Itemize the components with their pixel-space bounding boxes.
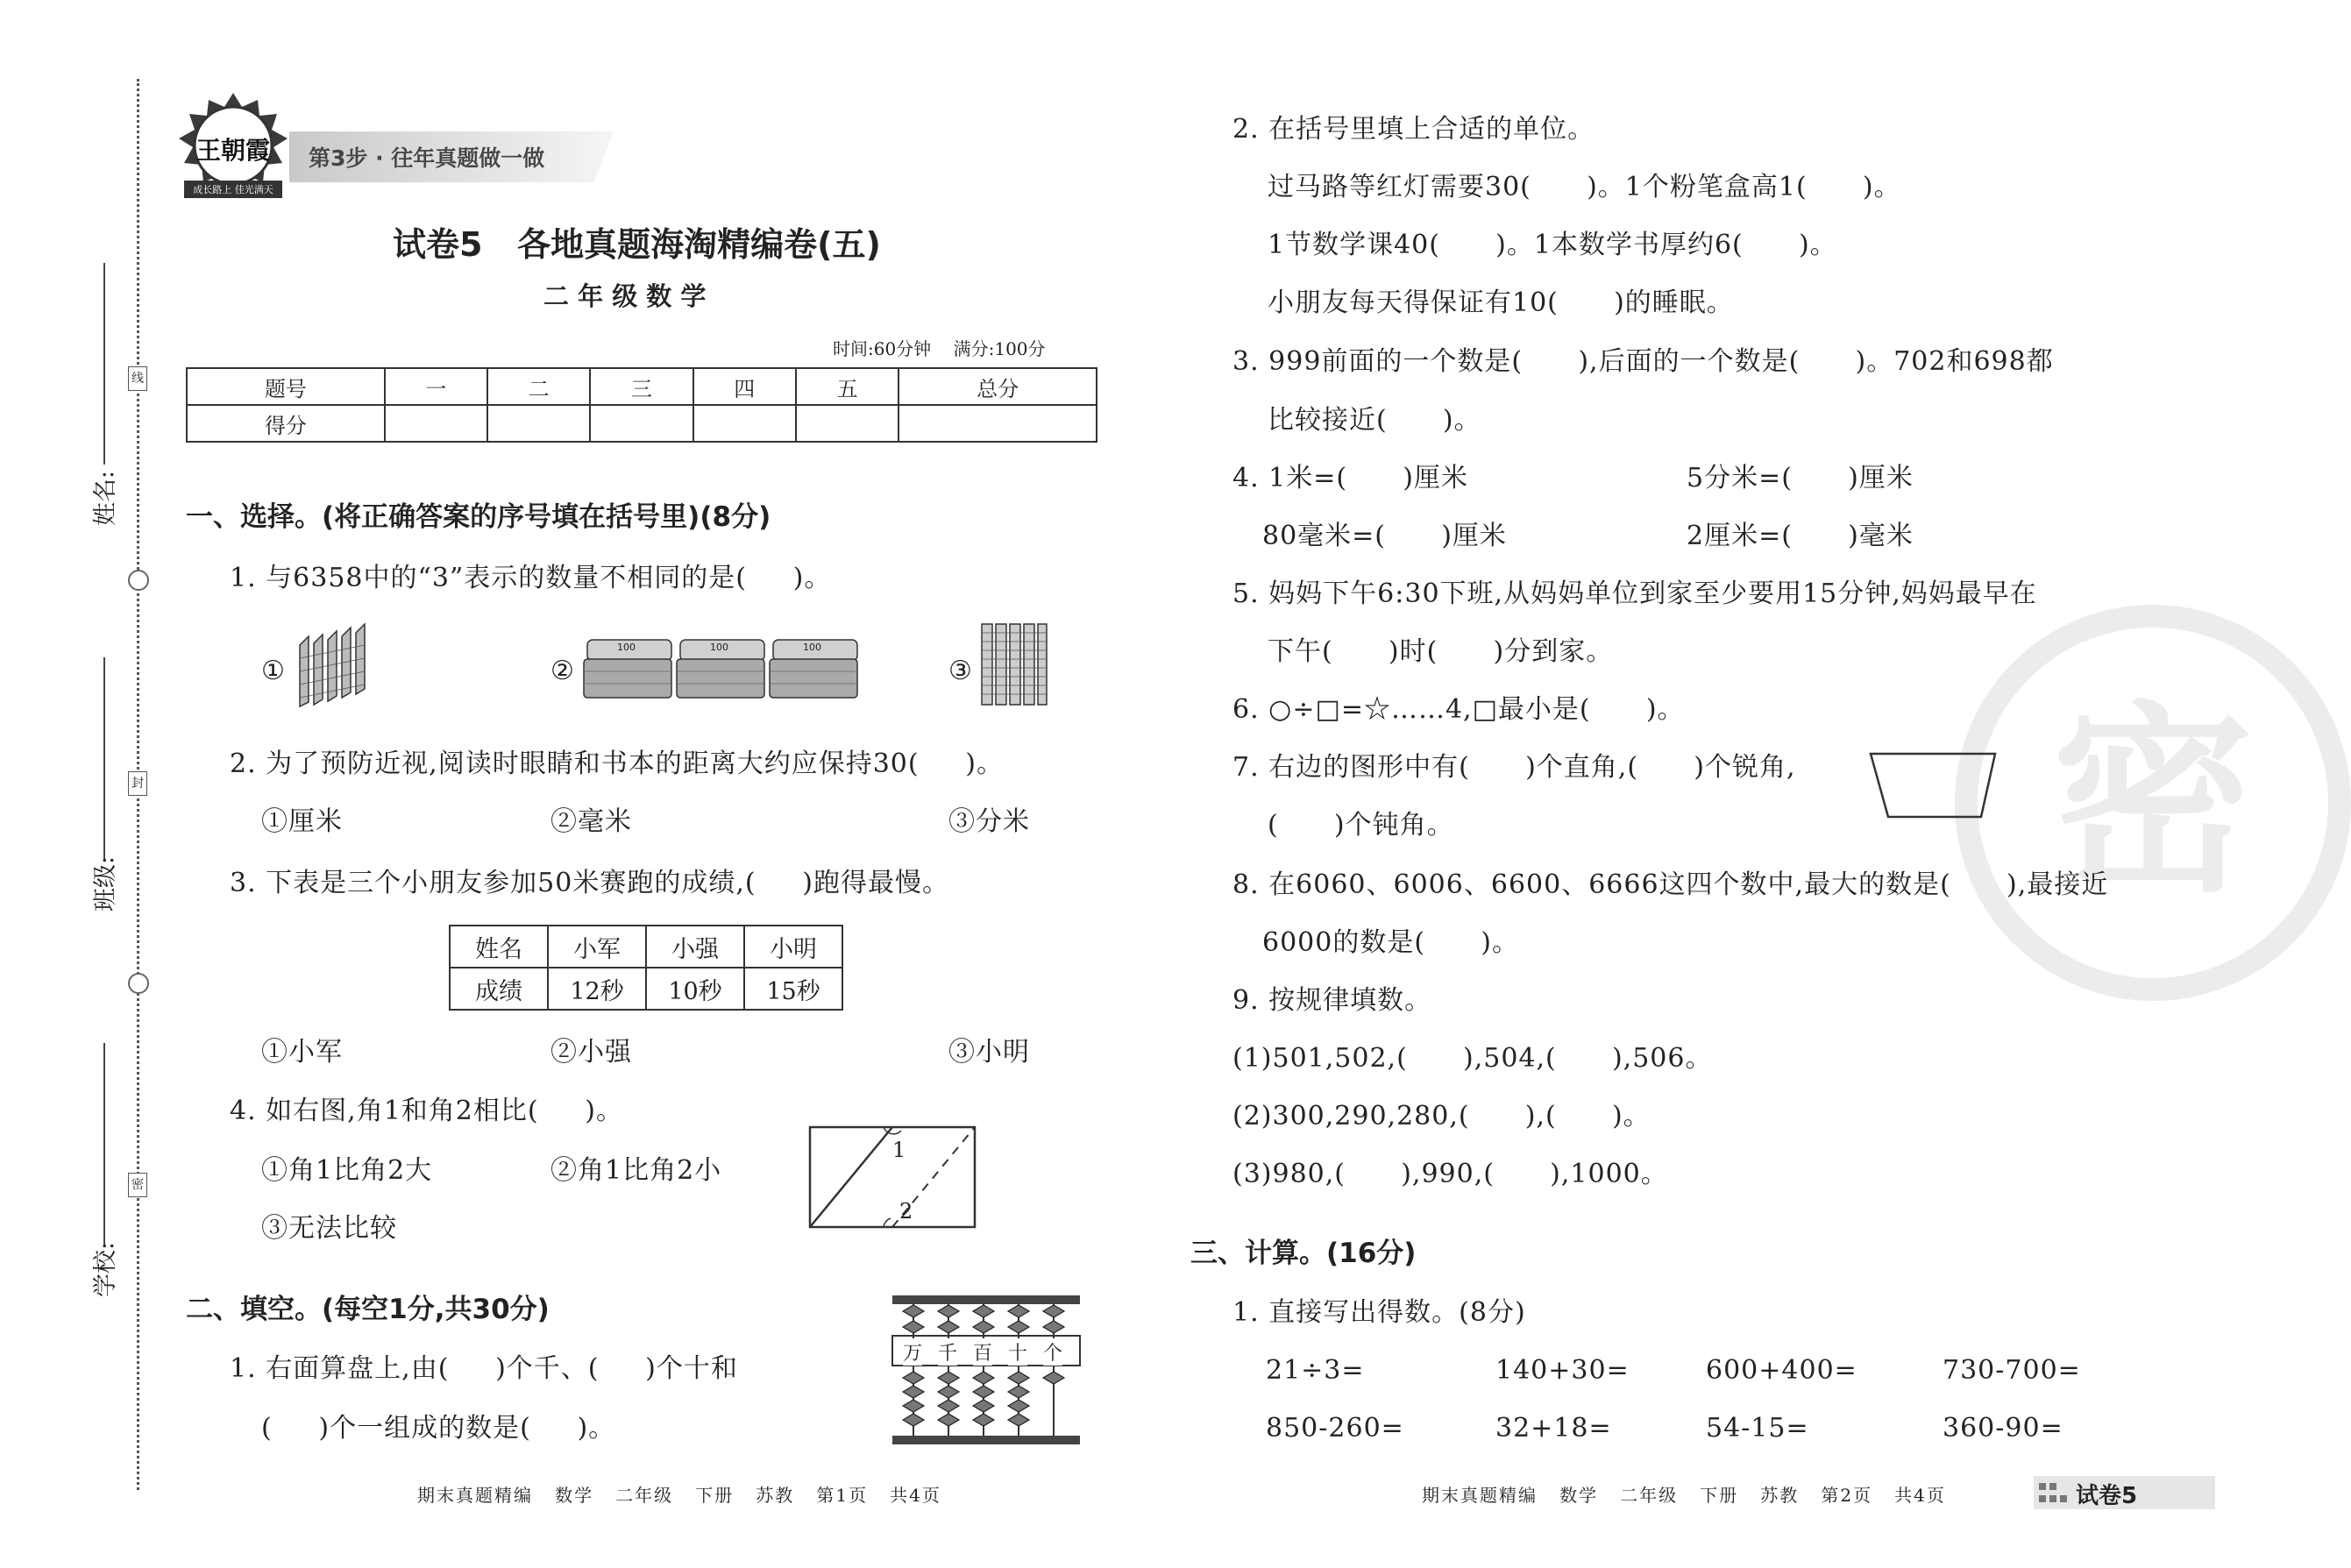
seal-word-feng: 封 (128, 771, 147, 796)
table-cell: 15秒 (744, 968, 842, 1010)
school-label: 学校: (92, 1241, 119, 1297)
question-1-2: 2. 为了预防近视,阅读时眼睛和书本的距离大约应保持30( )。 (230, 749, 1004, 779)
table-cell: 小军 (548, 926, 646, 968)
calc-item: 32+18= (1495, 1413, 1612, 1444)
class-label: 班级: (92, 855, 119, 912)
question-2-9-2: (2)300,290,280,( ),( )。 (1232, 1101, 1651, 1132)
question-2-4-b1: 80毫米=( )厘米 (1262, 521, 1507, 551)
question-2-9: 9. 按规律填数。 (1232, 985, 1432, 1016)
ten-rods-image (978, 621, 1048, 708)
angle-1-label: 1 (892, 1138, 906, 1162)
calc-item: 21÷3= (1266, 1355, 1365, 1386)
table-cell: 10秒 (646, 968, 744, 1010)
seal-word-mi: 密 (128, 1173, 147, 1197)
school-field-line[interactable] (103, 1043, 105, 1245)
question-2-3-b: 比较接近( )。 (1268, 405, 1481, 436)
score-cell[interactable] (487, 405, 590, 442)
question-2-6: 6. ○÷□=☆……4,□最小是( )。 (1232, 694, 1685, 725)
option-3-marker[interactable]: ③ (948, 656, 973, 686)
score-table-header-row (187, 368, 1097, 405)
secret-stamp-watermark: 密 (1955, 605, 2351, 1001)
score-cell[interactable] (385, 405, 487, 442)
question-2-8-a: 8. 在6060、6006、6600、6666这四个数中,最大的数是( ),最接近 (1232, 869, 2109, 900)
score-table-score-row (187, 405, 1097, 442)
option-c[interactable]: ③小明 (948, 1037, 1030, 1068)
abacus-label-ge: 个 (1043, 1338, 1062, 1366)
abacus-label-shi: 十 (1008, 1338, 1027, 1366)
question-2-3-a: 3. 999前面的一个数是( ),后面的一个数是( )。702和698都 (1232, 346, 2054, 377)
table-row (450, 968, 842, 1010)
score-table (186, 367, 1097, 443)
question-2-4-a2: 5分米=( )厘米 (1687, 463, 1914, 493)
table-cell: 小强 (646, 926, 744, 968)
score-cell[interactable] (590, 405, 693, 442)
score-header-cell: 一 (385, 368, 487, 405)
score-header-cell: 题号 (187, 368, 385, 405)
score-header-cell: 总分 (898, 368, 1097, 405)
time-info: 时间:60分钟 满分:100分 (833, 338, 1046, 359)
question-2-8-b: 6000的数是( )。 (1262, 927, 1519, 958)
score-cell[interactable] (693, 405, 796, 442)
trapezoid-figure (1869, 750, 2000, 820)
paper-title: 试卷5 各地真题海淘精编卷(五) (393, 225, 881, 264)
option-1-marker[interactable]: ① (261, 656, 286, 686)
footer-left: 期末真题精编 数学 二年级 下册 苏教 第1页 共4页 (417, 1485, 941, 1506)
score-header-cell: 二 (487, 368, 590, 405)
race-result-table (449, 925, 843, 1011)
question-2-2-b: 1节数学课40( )。1本数学书厚约6( )。 (1268, 230, 1837, 260)
score-cell[interactable] (898, 405, 1097, 442)
abacus-label-bai: 百 (973, 1338, 992, 1366)
table-cell: 成绩 (450, 968, 548, 1010)
question-2-1-line1: 1. 右面算盘上,由( )个千、( )个十和 (230, 1353, 738, 1384)
score-row-label: 得分 (187, 405, 385, 442)
calc-item: 730-700= (1943, 1355, 2081, 1386)
option-b[interactable]: ②角1比角2小 (550, 1155, 722, 1186)
class-field-line[interactable] (103, 657, 105, 859)
abacus-figure (891, 1294, 1082, 1446)
option-2-marker[interactable]: ② (550, 656, 575, 686)
calc-item: 850-260= (1266, 1413, 1404, 1444)
option-a[interactable]: ①角1比角2大 (261, 1155, 433, 1186)
calc-item: 360-90= (1943, 1413, 2063, 1444)
question-1-4: 4. 如右图,角1和角2相比( )。 (230, 1096, 623, 1126)
thousand-cubes-image (291, 619, 379, 706)
name-label: 姓名: (92, 470, 119, 526)
name-field-line[interactable] (103, 263, 105, 465)
logo-ribbon: 成长路上 佳光满天 (193, 184, 273, 195)
abacus-label-wan: 万 (903, 1338, 922, 1366)
logo-text: 王朝霞 (195, 136, 270, 165)
footer-right: 期末真题精编 数学 二年级 下册 苏教 第2页 共4页 (1422, 1485, 1946, 1506)
question-1-1: 1. 与6358中的“3”表示的数量不相同的是( )。 (230, 563, 832, 593)
option-c[interactable]: ③分米 (948, 806, 1030, 837)
score-header-cell: 三 (590, 368, 693, 405)
question-2-7-a: 7. 右边的图形中有( )个直角,( )个锐角, (1232, 752, 1796, 783)
section2-heading: 二、填空。(每空1分,共30分) (186, 1294, 550, 1325)
option-a[interactable]: ①厘米 (261, 806, 343, 837)
tab-dots-icon (2039, 1481, 2070, 1506)
section1-heading: 一、选择。(将正确答案的序号填在括号里)(8分) (186, 501, 771, 533)
table-cell: 小明 (744, 926, 842, 968)
score-header-cell: 五 (796, 368, 898, 405)
table-row (450, 926, 842, 968)
seal-word-xian: 线 (128, 366, 147, 391)
block-label: 100 (803, 642, 821, 653)
step-label: 第3步 · 往年真题做一做 (309, 145, 545, 171)
question-2-5-b: 下午( )时( )分到家。 (1268, 636, 1614, 667)
calc-item: 54-15= (1706, 1413, 1809, 1444)
table-cell: 12秒 (548, 968, 646, 1010)
table-cell: 姓名 (450, 926, 548, 968)
question-2-7-b: ( )个钝角。 (1268, 810, 1454, 841)
abacus-label-qian: 千 (938, 1338, 957, 1366)
hundred-blocks-image (582, 633, 863, 703)
option-b[interactable]: ②毫米 (550, 806, 632, 837)
question-3-1: 1. 直接写出得数。(8分) (1232, 1297, 1526, 1328)
question-2-5-a: 5. 妈妈下午6:30下班,从妈妈单位到家至少要用15分钟,妈妈最早在 (1232, 578, 2037, 609)
brand-logo (172, 89, 295, 212)
calc-item: 140+30= (1495, 1355, 1630, 1386)
option-b[interactable]: ②小强 (550, 1037, 632, 1068)
angle-figure (808, 1125, 977, 1229)
question-2-4-b2: 2厘米=( )毫米 (1687, 521, 1914, 551)
option-a[interactable]: ①小军 (261, 1037, 343, 1068)
question-1-3: 3. 下表是三个小朋友参加50米赛跑的成绩,( )跑得最慢。 (230, 868, 949, 898)
section3-heading: 三、计算。(16分) (1190, 1238, 1417, 1269)
option-c[interactable]: ③无法比较 (261, 1213, 397, 1244)
question-2-4-a1: 4. 1米=( )厘米 (1232, 463, 1469, 493)
paper-subtitle: 二 年 级 数 学 (543, 281, 707, 311)
page-tab-label: 试卷5 (2076, 1483, 2138, 1509)
question-2-9-1: (1)501,502,( ),504,( ),506。 (1232, 1043, 1713, 1074)
question-2-9-3: (3)980,( ),990,( ),1000。 (1232, 1159, 1668, 1189)
question-2-1-line2: ( )个一组成的数是( )。 (261, 1413, 616, 1444)
question-2-2: 2. 在括号里填上合适的单位。 (1232, 114, 1595, 145)
question-2-2-a: 过马路等红灯需要30( )。1个粉笔盒高1( )。 (1268, 172, 1901, 202)
binding-hole (128, 973, 149, 994)
block-label: 100 (617, 642, 636, 653)
binding-hole (128, 570, 149, 591)
block-label: 100 (710, 642, 728, 653)
score-cell[interactable] (796, 405, 898, 442)
calc-item: 600+400= (1706, 1355, 1857, 1386)
angle-2-label: 2 (899, 1199, 913, 1224)
question-2-2-c: 小朋友每天得保证有10( )的睡眠。 (1268, 287, 1734, 318)
score-header-cell: 四 (693, 368, 796, 405)
